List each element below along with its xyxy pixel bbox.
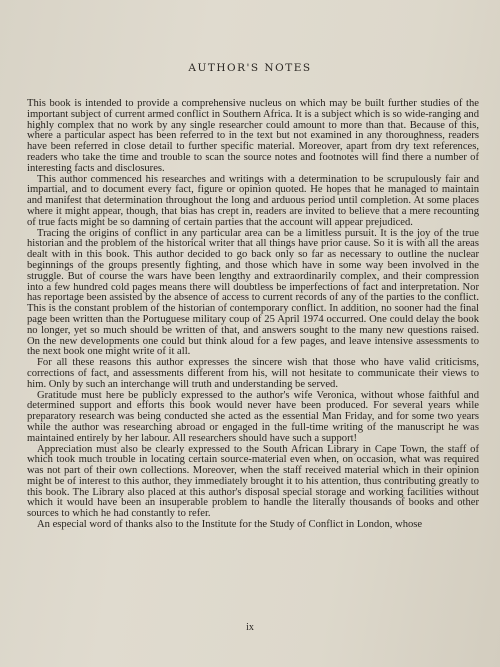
body-text [27, 99, 479, 531]
paragraph: Appreciation must also be clearly expressed to the South African Library in Cape Town, the staff of which took much trouble in locating certain source-material even when, on occasion, what was required was not part of their own collections. Moreover, when the staff received material which in their opinion might be of interest to this author, they immediately brought it to his attention, thus contributing greatly to this book. The Library also placed at this author's disposal special storage and working facilities without which it would have been an insuperable problem to handle the literally thousands of books and other sources to which he had constantly to refer. [27, 443, 479, 520]
paragraph: For all these reasons this author expresses the sincere wish that those who have valid criticisms, corrections of fact, and assessments different from his, will not hesitate to communicate their views to him. Only by such an interchange will truth and understanding be served. [27, 357, 479, 390]
paragraph: This book is intended to provide a comprehensive nucleus on which may be built further studies of the important subject of current armed conflict in Southern Africa. It is a subject which is so wide-ranging and highly complex that no work by any single researcher could amount to more than that. Because of this, where a particular aspect has been referred to in the text but not examined in any thoroughness, readers have been referred in close detail to further specific material. Moreover, apart from dry text references, readers who take the time and trouble to scan the source notes and footnotes will find there a number of interesting facts and disclosures. [27, 98, 479, 174]
paragraph: Tracing the origins of conflict in any particular area can be a limitless pursuit. It is the joy of the true historian and the problem of the historical writer that all things have prior cause. So it is with all the areas dealt with in this book. This author decided to go back only so far as necessary to outline the nuclear beginnings of the groups presently fighting, and those which have in some way been involved in the struggle. But of course the wars have been lengthy and extraordinarily complex, and their compression into a few hundred cold pages means there will doubtless be imperfections of fact and interpretation. Nor has reportage been assisted by the absence of access to current records of any of the parties to the conflict. This is the constant problem of the historian of contemporary conflict. In addition, no sooner had the final page been written than the Portuguese military coup of 25 April 1974 occurred. One could delay the book no longer, yet so much should be written of that, and answers sought to the many new questions raised. On the new developments one could but think aloud for a few pages, and leave intensive assessments to the next book one might write of it all. [27, 227, 479, 358]
page-number: ix [246, 622, 254, 633]
paragraph: This author commenced his researches and writings with a determination to be scrupulously fair and impartial, and to document every fact, figure or opinion quoted. He hopes that he managed to maintain and manifest that determination throughout the long and arduous period until completion. At some places where it might appear, though, that bias has crept in, readers are invited to believe that a mere recounting of true facts might be so damning of certain parties that the account will appear prejudiced. [27, 173, 479, 228]
page-heading: AUTHOR'S NOTES [188, 62, 312, 74]
paragraph: An especial word of thanks also to the Institute for the Study of Conflict in London, whose [37, 519, 423, 531]
paragraph: Gratitude must here be publicly expressed to the author's wife Veronica, without whose faithful and determined support and efforts this book would never have been produced. For several years while preparatory research was being conducted she acted as the essential Man Friday, and for some two years while the author was researching abroad or engaged in the full-time writing of the manuscript he was maintained entirely by her labour. All researchers should have such a support! [27, 389, 479, 444]
